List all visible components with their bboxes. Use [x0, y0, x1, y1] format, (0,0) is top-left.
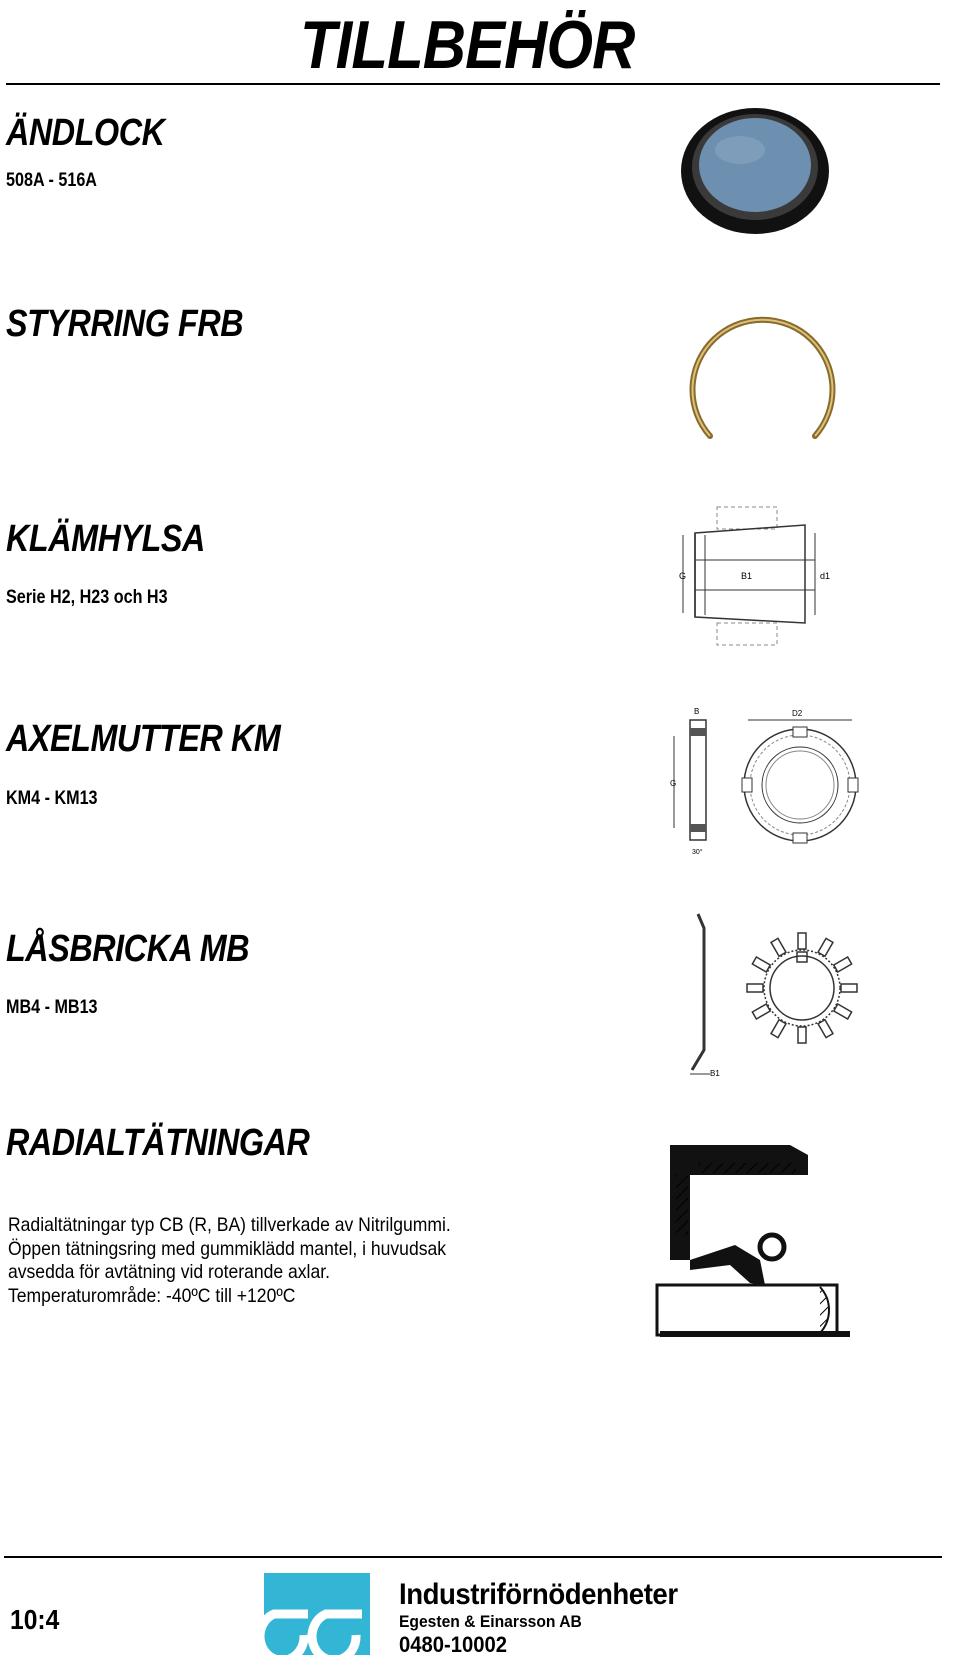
section-title-radialtatningar: RADIALTÄTNINGAR: [6, 1122, 310, 1164]
sleeve-g-label: G: [679, 571, 687, 581]
description-line: Öppen tätningsring med gummiklädd mantel, i huvudsak: [8, 1237, 447, 1260]
company-phone: 0480-10002: [399, 1632, 508, 1657]
sleeve-b1-label: B1: [741, 571, 753, 581]
nut-d2-label: D2: [792, 709, 803, 718]
sleeve-d1-label: d1: [820, 571, 831, 581]
section-subtitle-axelmutter: KM4 - KM13: [6, 788, 98, 809]
nut-b-label: B: [694, 707, 700, 716]
description-line: Temperaturområde: -40ºC till +120ºC: [8, 1284, 296, 1307]
lock-nut-drawing-icon: [660, 700, 870, 860]
end-cap-photo-icon: [680, 105, 830, 235]
nut-angle-label: 30°: [692, 849, 703, 856]
guide-ring-photo-icon: [690, 318, 860, 448]
description-line: avsedda för avtätning vid roterande axlar.: [8, 1261, 330, 1283]
header-rule: [6, 83, 940, 85]
description-line: Radialtätningar typ CB (R, BA) tillverkade av Nitrilgummi.: [8, 1214, 451, 1236]
section-title-andlock: ÄNDLOCK: [6, 112, 165, 154]
adapter-sleeve-drawing-icon: [675, 505, 855, 650]
ee-logo-icon: [264, 1573, 370, 1655]
radial-seal-description: [8, 1214, 451, 1308]
company-subtitle: Egesten & Einarsson AB: [399, 1612, 582, 1631]
page-number: 10:4: [10, 1604, 60, 1635]
section-title-klamhylsa: KLÄMHYLSA: [6, 518, 205, 560]
company-logo: [264, 1573, 370, 1655]
washer-b1-label: B1: [710, 1069, 720, 1078]
lock-washer-drawing-icon: [670, 908, 870, 1078]
radial-seal-drawing-icon: [660, 1135, 870, 1335]
section-title-styrring: STYRRING FRB: [6, 303, 244, 345]
section-subtitle-klamhylsa: Serie H2, H23 och H3: [6, 587, 168, 608]
nut-g-label: G: [670, 779, 677, 788]
section-title-axelmutter: AXELMUTTER KM: [6, 718, 281, 760]
section-subtitle-andlock: 508A - 516A: [6, 170, 97, 191]
section-subtitle-lasbricka: MB4 - MB13: [6, 997, 98, 1018]
footer-rule: [4, 1556, 942, 1558]
page-title: TILLBEHÖR: [300, 7, 635, 83]
section-title-lasbricka: LÅSBRICKA MB: [6, 928, 250, 970]
company-name: Industriförnödenheter: [399, 1578, 678, 1611]
